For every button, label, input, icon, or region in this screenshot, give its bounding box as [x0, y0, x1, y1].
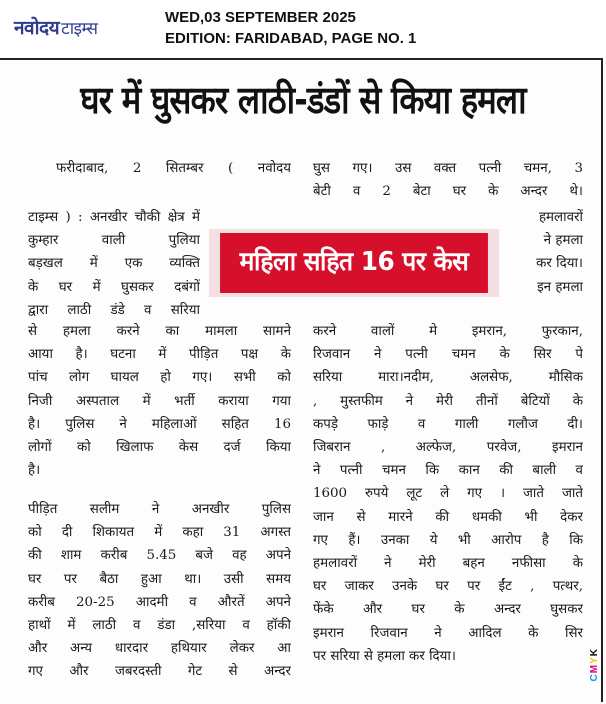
cmyk-k: K	[589, 648, 600, 657]
col2-block-b	[505, 206, 583, 299]
article-line: हाथों में लाठी व डंडा ,सरिया व हॉकी	[28, 618, 291, 634]
col1-block-c	[28, 320, 291, 482]
article-line: 1600 रुपये लूट ले गए । जाते जाते	[313, 486, 583, 502]
article-line: हमलावरों	[538, 210, 583, 225]
article-line: पीड़ित सलीम ने अनखीर पुलिस	[28, 502, 291, 517]
article-line: रिजवान ने पत्नी चमन के सिर पे	[313, 347, 583, 363]
article-line: से हमला करने का मामला सामने	[28, 324, 291, 339]
article-line: ने पत्नी चमन कि कान की बाली व	[313, 463, 583, 479]
article-line: गए और जबरदस्ती गेट से अन्दर	[28, 664, 291, 680]
masthead	[0, 0, 606, 55]
subheadline-box	[209, 229, 499, 297]
logo-sub-text: टाइम्स	[61, 19, 98, 39]
article-line: है।	[28, 463, 41, 479]
article-headline: घर में घुसकर लाठी-डंडों से किया हमला	[80, 78, 526, 122]
article-line: बेटी व 2 बेटा घर के अन्दर थे।	[313, 184, 583, 200]
article-line: घर पर बैठा हुआ था। उसी समय	[28, 571, 291, 587]
col2-block-c	[313, 320, 583, 668]
article-line: और अन्य धारदार हथियार लेकर आ	[28, 641, 291, 657]
col1-block-d	[28, 498, 291, 684]
article-line: की शाम करीब 5.45 बजे वह अपने	[28, 548, 291, 564]
edition-line: EDITION: FARIDABAD, PAGE NO. 1	[165, 30, 417, 47]
article-line: के घर में घुसकर दबंगों	[28, 279, 200, 295]
article-line: इमरान रिजवान ने आदिल के सिर	[313, 625, 583, 641]
cmyk-c: C	[589, 673, 600, 682]
article-line: घुस गए। उस वक्त पत्नी चमन, 3	[313, 161, 583, 176]
article-line: ने हमला	[543, 233, 583, 249]
subheadline-text: महिला सहित 16 पर केस	[220, 233, 488, 293]
col2-block-a	[313, 157, 583, 203]
article-line: पांच लोग घायल हो गए। सभी को	[28, 370, 291, 386]
edition-meta	[165, 7, 416, 49]
article-line: जान से मारने की धमकी भी देकर	[313, 509, 583, 525]
article-line: आया है। घटना में पीड़ित पक्ष के	[28, 347, 291, 363]
article-line: कपड़े फाड़े व गाली गलौज दी।	[313, 416, 583, 432]
article-line: है। पुलिस ने महिलाओं सहित 16	[28, 416, 291, 432]
article-line: घर जाकर उनके घर पर ईंट , पत्थर,	[313, 579, 583, 595]
article-line: फेंके और घर के अन्दर घुसकर	[313, 602, 583, 618]
article-line: इन हमला	[537, 279, 583, 295]
article-line: को दी शिकायत में कहा 31 अगस्त	[28, 525, 291, 541]
article-line: लोगों को खिलाफ केस दर्ज किया	[28, 440, 291, 456]
article-line: कर दिया।	[536, 256, 583, 272]
article-line: हमलावरों ने मेरी बहन नफीसा के	[313, 556, 583, 572]
article-line: गए हैं। उनका ये भी आरोप है कि	[313, 532, 583, 548]
logo-main-text: नवोदय	[14, 17, 60, 39]
article-line: द्वारा लाठी डंडे व सरिया	[28, 302, 200, 318]
cmyk-y: Y	[589, 656, 600, 664]
article-line: टाइम्स ) : अनखीर चौकी क्षेत्र में	[28, 210, 200, 225]
article-line: करीब 20-25 आदमी व औरतें अपने	[28, 594, 291, 610]
publication-logo	[14, 14, 97, 40]
article-line: करने वालों मे इमरान, फुरकान,	[313, 324, 583, 339]
article-line: जिबरान , अल्फेज, परवेज, इमरान	[313, 440, 583, 456]
col1-block-a	[56, 157, 291, 180]
article-line: फरीदाबाद, 2 सितम्बर ( नवोदय	[56, 161, 291, 176]
col1-block-b	[28, 206, 200, 322]
cmyk-m: M	[589, 663, 600, 674]
article-line: कुम्हार वाली पुलिया	[28, 233, 200, 249]
article-line: , मुस्तफीम ने मेरी तीनों बेटियों के	[313, 393, 583, 409]
article-line: निजी अस्पताल में भर्ती कराया गया	[28, 393, 291, 409]
cmyk-print-mark	[589, 648, 600, 681]
article-line: पर सरिया से हमला कर दिया।	[313, 648, 456, 664]
article-line: सरिया मारा।नदीम, अलसेफ, मौसिक	[313, 370, 583, 386]
article-line: बड़खल में एक व्यक्ति	[28, 256, 200, 272]
date-line: WED,03 SEPTEMBER 2025	[165, 9, 356, 26]
